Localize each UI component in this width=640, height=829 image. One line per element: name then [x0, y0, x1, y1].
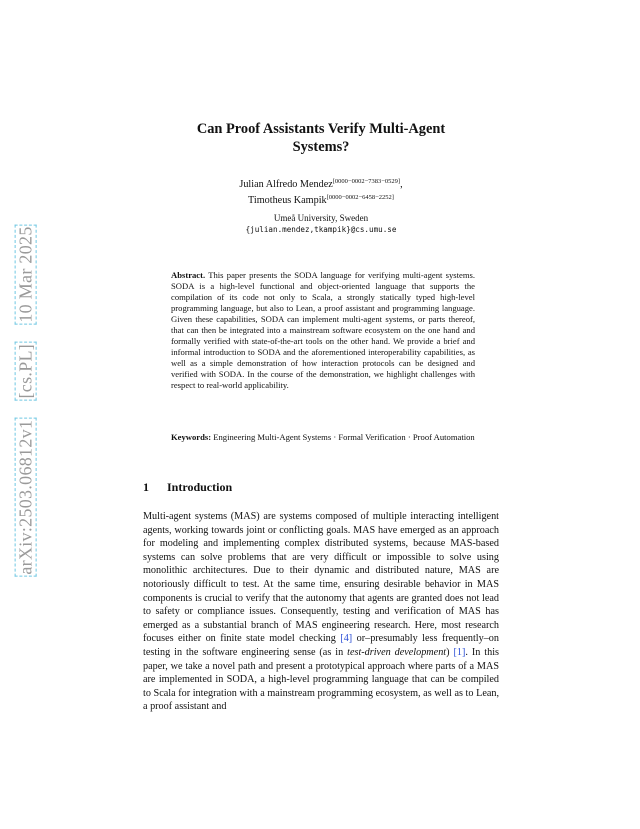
citation-link[interactable]: [4] [340, 633, 353, 645]
body-text: ) [446, 646, 450, 658]
keywords-text: Engineering Multi-Agent Systems · Formal Verification · Proof Automation [213, 432, 475, 442]
abstract-label: Abstract. [171, 270, 206, 280]
section-heading [143, 480, 232, 495]
body-text: . In this paper, we take a novel path and present a prototypical approach where parts of a MAS are implemented in SODA, a high-level programming language that can be compiled to Scala for integration with a mainstream programming ecosystem, as well as to Lean, a proof assistant and [143, 646, 500, 713]
title-line-1: Can Proof Assistants Verify Multi-Agent [196, 121, 446, 137]
section-body [143, 510, 499, 714]
section-title: Introduction [167, 480, 233, 494]
arxiv-category[interactable]: [cs.PL] [15, 343, 36, 398]
keywords-label: Keywords: [171, 432, 212, 442]
author-list: Julian Alfredo Mendez[0000−0002−7383−0529], Timotheus Kampik[0000−0002−6458−2252] [239, 178, 403, 206]
title-line-2: Systems? [292, 139, 350, 155]
citation-link[interactable]: [1] [453, 646, 466, 658]
affiliation: Umeå University, Sweden [273, 213, 369, 223]
orcid-id[interactable]: [0000−0002−6458−2252] [326, 194, 394, 201]
abstract [171, 270, 475, 391]
paper-title [143, 120, 499, 156]
arxiv-date: 10 Mar 2025 [15, 225, 36, 323]
email-address: {julian.mendez,tkampik}@cs.umu.se [245, 225, 397, 234]
affiliation-block [143, 212, 499, 236]
author-name: Timotheus Kampik [248, 195, 327, 206]
keywords [171, 432, 475, 443]
author-name: Julian Alfredo Mendez [239, 179, 333, 190]
body-text: Multi-agent systems (MAS) are systems composed of multiple interacting intelligent agents, working towards joint or conflicting goals. MAS have emerged as an approach for modeling and implementing complex distributed systems, because MAS-based systems can solve problems that are very difficult or impossible to solve using monolithic architectures. Due to their dynamic and distributed nature, MAS are notoriously difficult to test. At the same time, ensuring desirable behavior in MAS components is crucial to verify that the autonomy that agents are granted does not lead to safety or compliance issues. Consequently, testing and verification of MAS has emerged as a substantial branch of MAS engineering research. Here, most research focuses either on finite state model checking [143, 511, 499, 645]
body-text: or–presumably less frequently–on testing in the software engineering sense (as in [143, 633, 499, 658]
section-number: 1 [143, 480, 149, 494]
arxiv-id[interactable]: arXiv:2503.06812v1 [15, 419, 36, 575]
arxiv-stamp [8, 200, 44, 600]
orcid-id[interactable]: [0000−0002−7383−0529] [332, 178, 401, 185]
abstract-text: This paper presents the SODA language for verifying multi-agent systems. SODA is a high-level functional and object-oriented language that supports the compilation of its code not only to Scala, a strongly statically typed high-level programming language, but also to Lean, a proof assistant and programming language. Given these capabilities, SODA can implement multi-agent systems, or parts thereof, that can then be integrated into a mainstream software ecosystem on the one hand and formally verified with state-of-the-art tools on the other hand. We provide a brief and informal introduction to SODA and the aforementioned interoperability capabilities, as well as a simple demonstration of how interaction protocols can be designed and verified with SODA. In the course of the demonstration, we highlight challenges with respect to real-world applicability. [171, 270, 475, 390]
emphasis-text: test-driven development [347, 646, 447, 658]
